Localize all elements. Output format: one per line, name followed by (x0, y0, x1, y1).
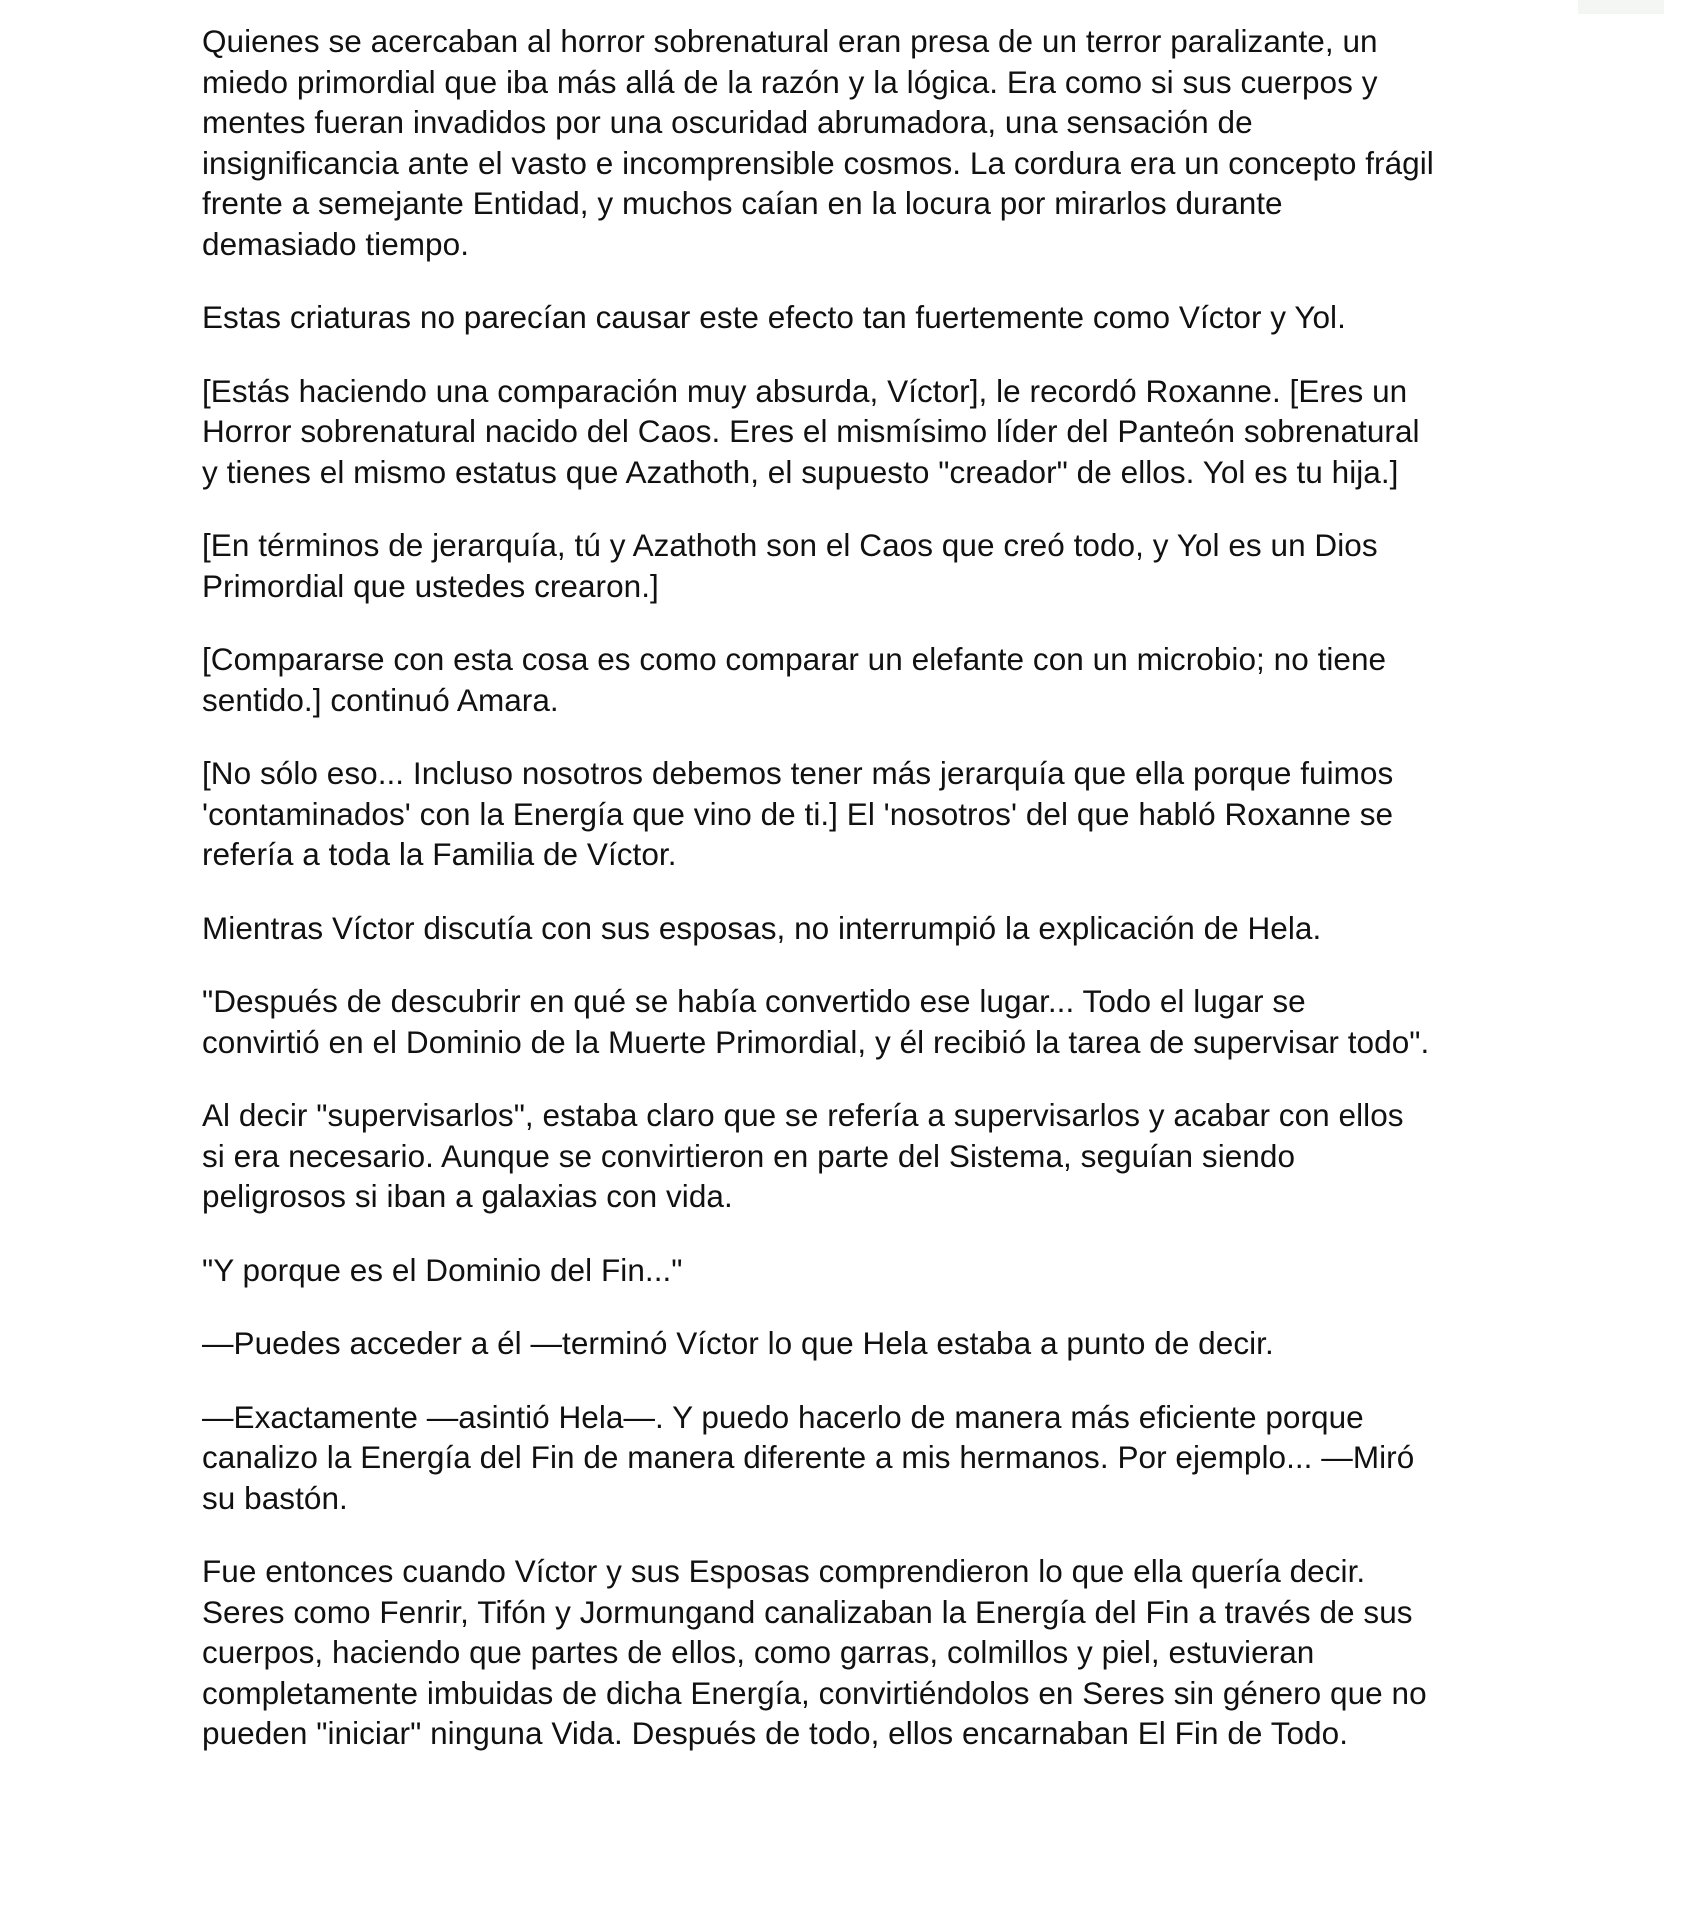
document-body (202, 21, 1532, 1787)
paragraph-2: Estas criaturas no parecían causar este efecto tan fuertemente como Víctor y Yol. (202, 299, 1346, 335)
paragraph-1: Quienes se acercaban al horror sobrenatural eran presa de un terror paralizante, un miedo primordial que iba más allá de la razón y la lógica. Era como si sus cuerpos y mentes fueran invadidos por una oscuridad abrumadora, una sensación de insignificancia ante el vasto e incomprensible cosmos. La cordura era un concepto frágil frente a semejante Entidad, y muchos caían en la locura por mirarlos durante demasiado tiempo. (202, 23, 1434, 262)
paragraph-4: [En términos de jerarquía, tú y Azathoth son el Caos que creó todo, y Yol es un Dios Primordial que ustedes crearon.] (202, 527, 1378, 604)
corner-mark (1578, 0, 1664, 14)
paragraph-13: Fue entonces cuando Víctor y sus Esposas comprendieron lo que ella quería decir. Seres como Fenrir, Tifón y Jormungand canalizaban la Energía del Fin a través de sus cuerpos, haciendo que partes de ellos, como garras, colmillos y piel, estuvieran completamente imbuidas de dicha Energía, convirtiéndolos en Seres sin género que no pueden "iniciar" ninguna Vida. Después de todo, ellos encarnaban El Fin de Todo. (202, 1553, 1427, 1751)
paragraph-12: —Exactamente —asintió Hela—. Y puedo hacerlo de manera más eficiente porque canalizo la Energía del Fin de manera diferente a mis hermanos. Por ejemplo... —Miró su bastón. (202, 1398, 1415, 1516)
paragraph-11: —Puedes acceder a él —terminó Víctor lo que Hela estaba a punto de decir. (202, 1325, 1274, 1361)
paragraph-7: Mientras Víctor discutía con sus esposas, no interrumpió la explicación de Hela. (202, 909, 1322, 946)
paragraph-3: [Estás haciendo una comparación muy absurda, Víctor], le recordó Roxanne. [Eres un Horror sobrenatural nacido del Caos. Eres el mismísimo líder del Panteón sobrenatural y tienes el mismo estatus que Azathoth, el supuesto "creador" de ellos. Yol es tu hija.] (202, 372, 1420, 490)
paragraph-8: "Después de descubrir en qué se había convertido ese lugar... Todo el lugar se convirtió en el Dominio de la Muerte Primordial, y él recibió la tarea de supervisar todo". (202, 983, 1430, 1060)
paragraph-6: [No sólo eso... Incluso nosotros debemos tener más jerarquía que ella porque fuimos 'contaminados' con la Energía que vino de ti.] El 'nosotros' del que habló Roxanne se refería a toda la Familia de Víctor. (202, 755, 1394, 872)
paragraph-5: [Compararse con esta cosa es como comparar un elefante con un microbio; no tiene sentido.] continuó Amara. (202, 641, 1387, 718)
paragraph-10: "Y porque es el Dominio del Fin..." (202, 1251, 683, 1288)
paragraph-9: Al decir "supervisarlos", estaba claro que se refería a supervisarlos y acabar con ellos si era necesario. Aunque se convirtieron en parte del Sistema, seguían siendo peligrosos si iban a galaxias con vida. (202, 1097, 1404, 1214)
